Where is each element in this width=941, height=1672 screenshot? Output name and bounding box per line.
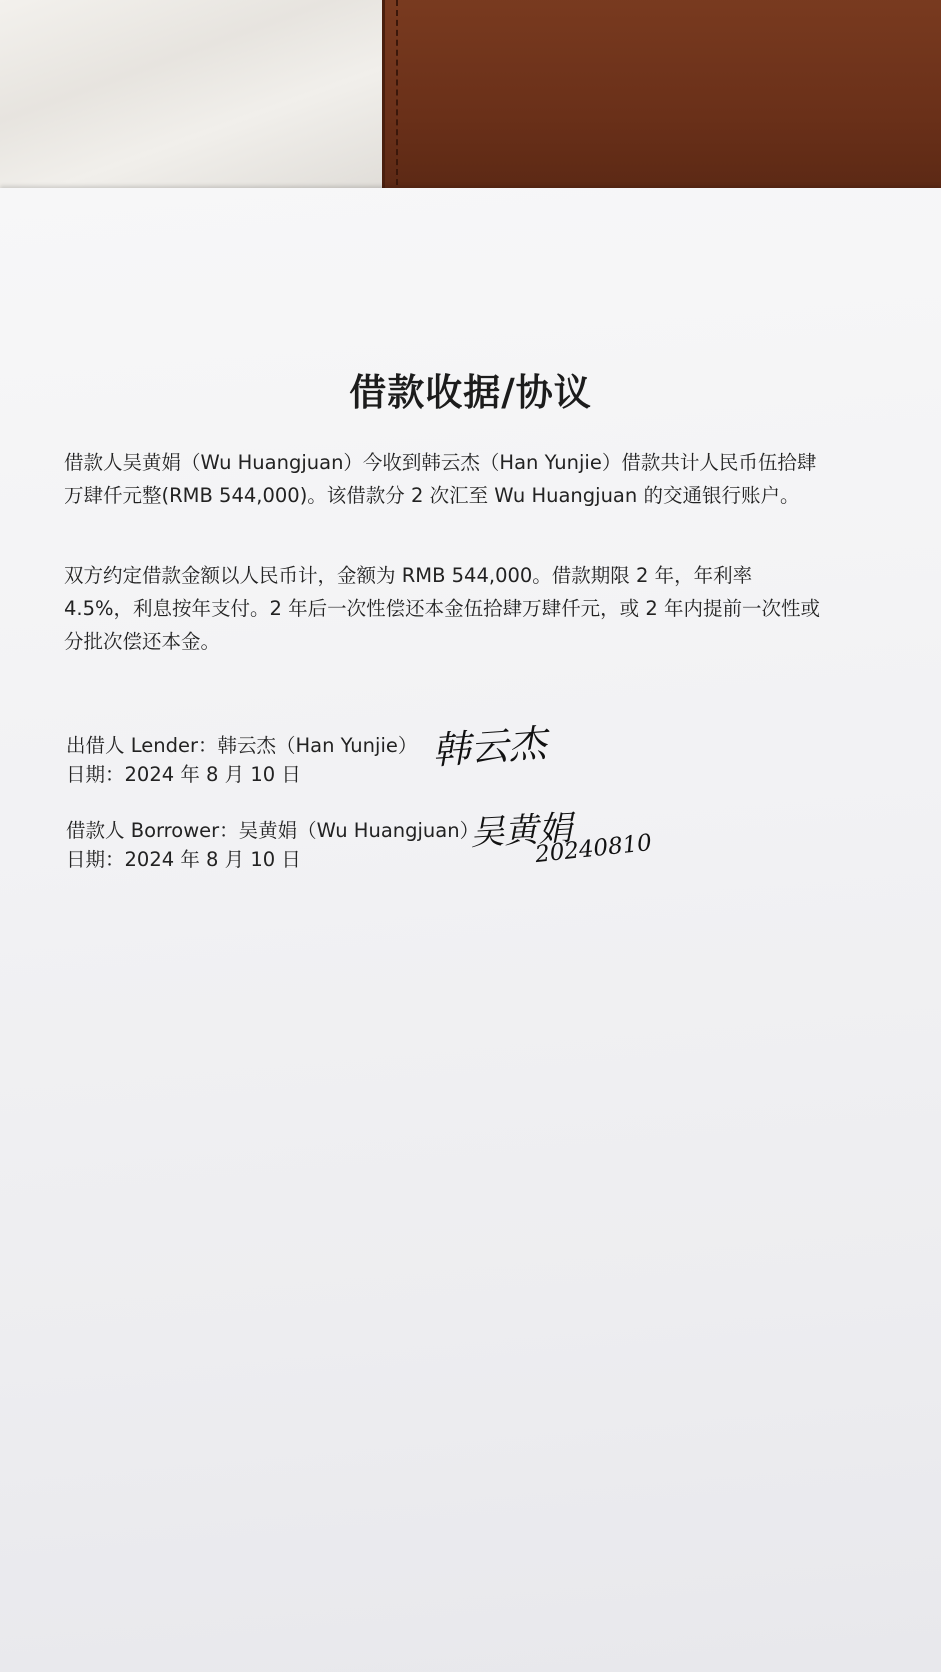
borrower-date: 日期：2024 年 8 月 10 日 xyxy=(66,848,301,871)
borrower-signature: 吴黄娟 xyxy=(469,808,574,854)
document-title: 借款收据/协议 xyxy=(349,371,592,414)
marble-background xyxy=(0,0,400,200)
folder-stitching xyxy=(396,0,398,185)
lender-date: 日期：2024 年 8 月 10 日 xyxy=(66,763,301,786)
leather-folder xyxy=(382,0,941,200)
borrower-line: 借款人 Borrower：吴黄娟（Wu Huangjuan） xyxy=(66,819,480,842)
lender-line: 出借人 Lender：韩云杰（Han Yunjie） xyxy=(66,734,418,757)
borrower-signature-date: 20240810 xyxy=(533,829,654,869)
loan-receipt-paragraph: 借款人吴黄娟（Wu Huangjuan）今收到韩云杰（Han Yunjie）借款共计人民币伍拾肆万肆仟元整(RMB 544,000)。该借款分 2 次汇至 Wu Huangjuan 的交通银行账户。 xyxy=(64,451,817,507)
loan-terms-paragraph: 双方约定借款金额以人民币计，金额为 RMB 544,000。借款期限 2 年，年利率 4.5%，利息按年支付。2 年后一次性偿还本金伍拾肆万肆仟元，或 2 年内提前一次性或分批次偿还本金。 xyxy=(64,564,820,653)
lender-signature: 韩云杰 xyxy=(430,721,548,773)
